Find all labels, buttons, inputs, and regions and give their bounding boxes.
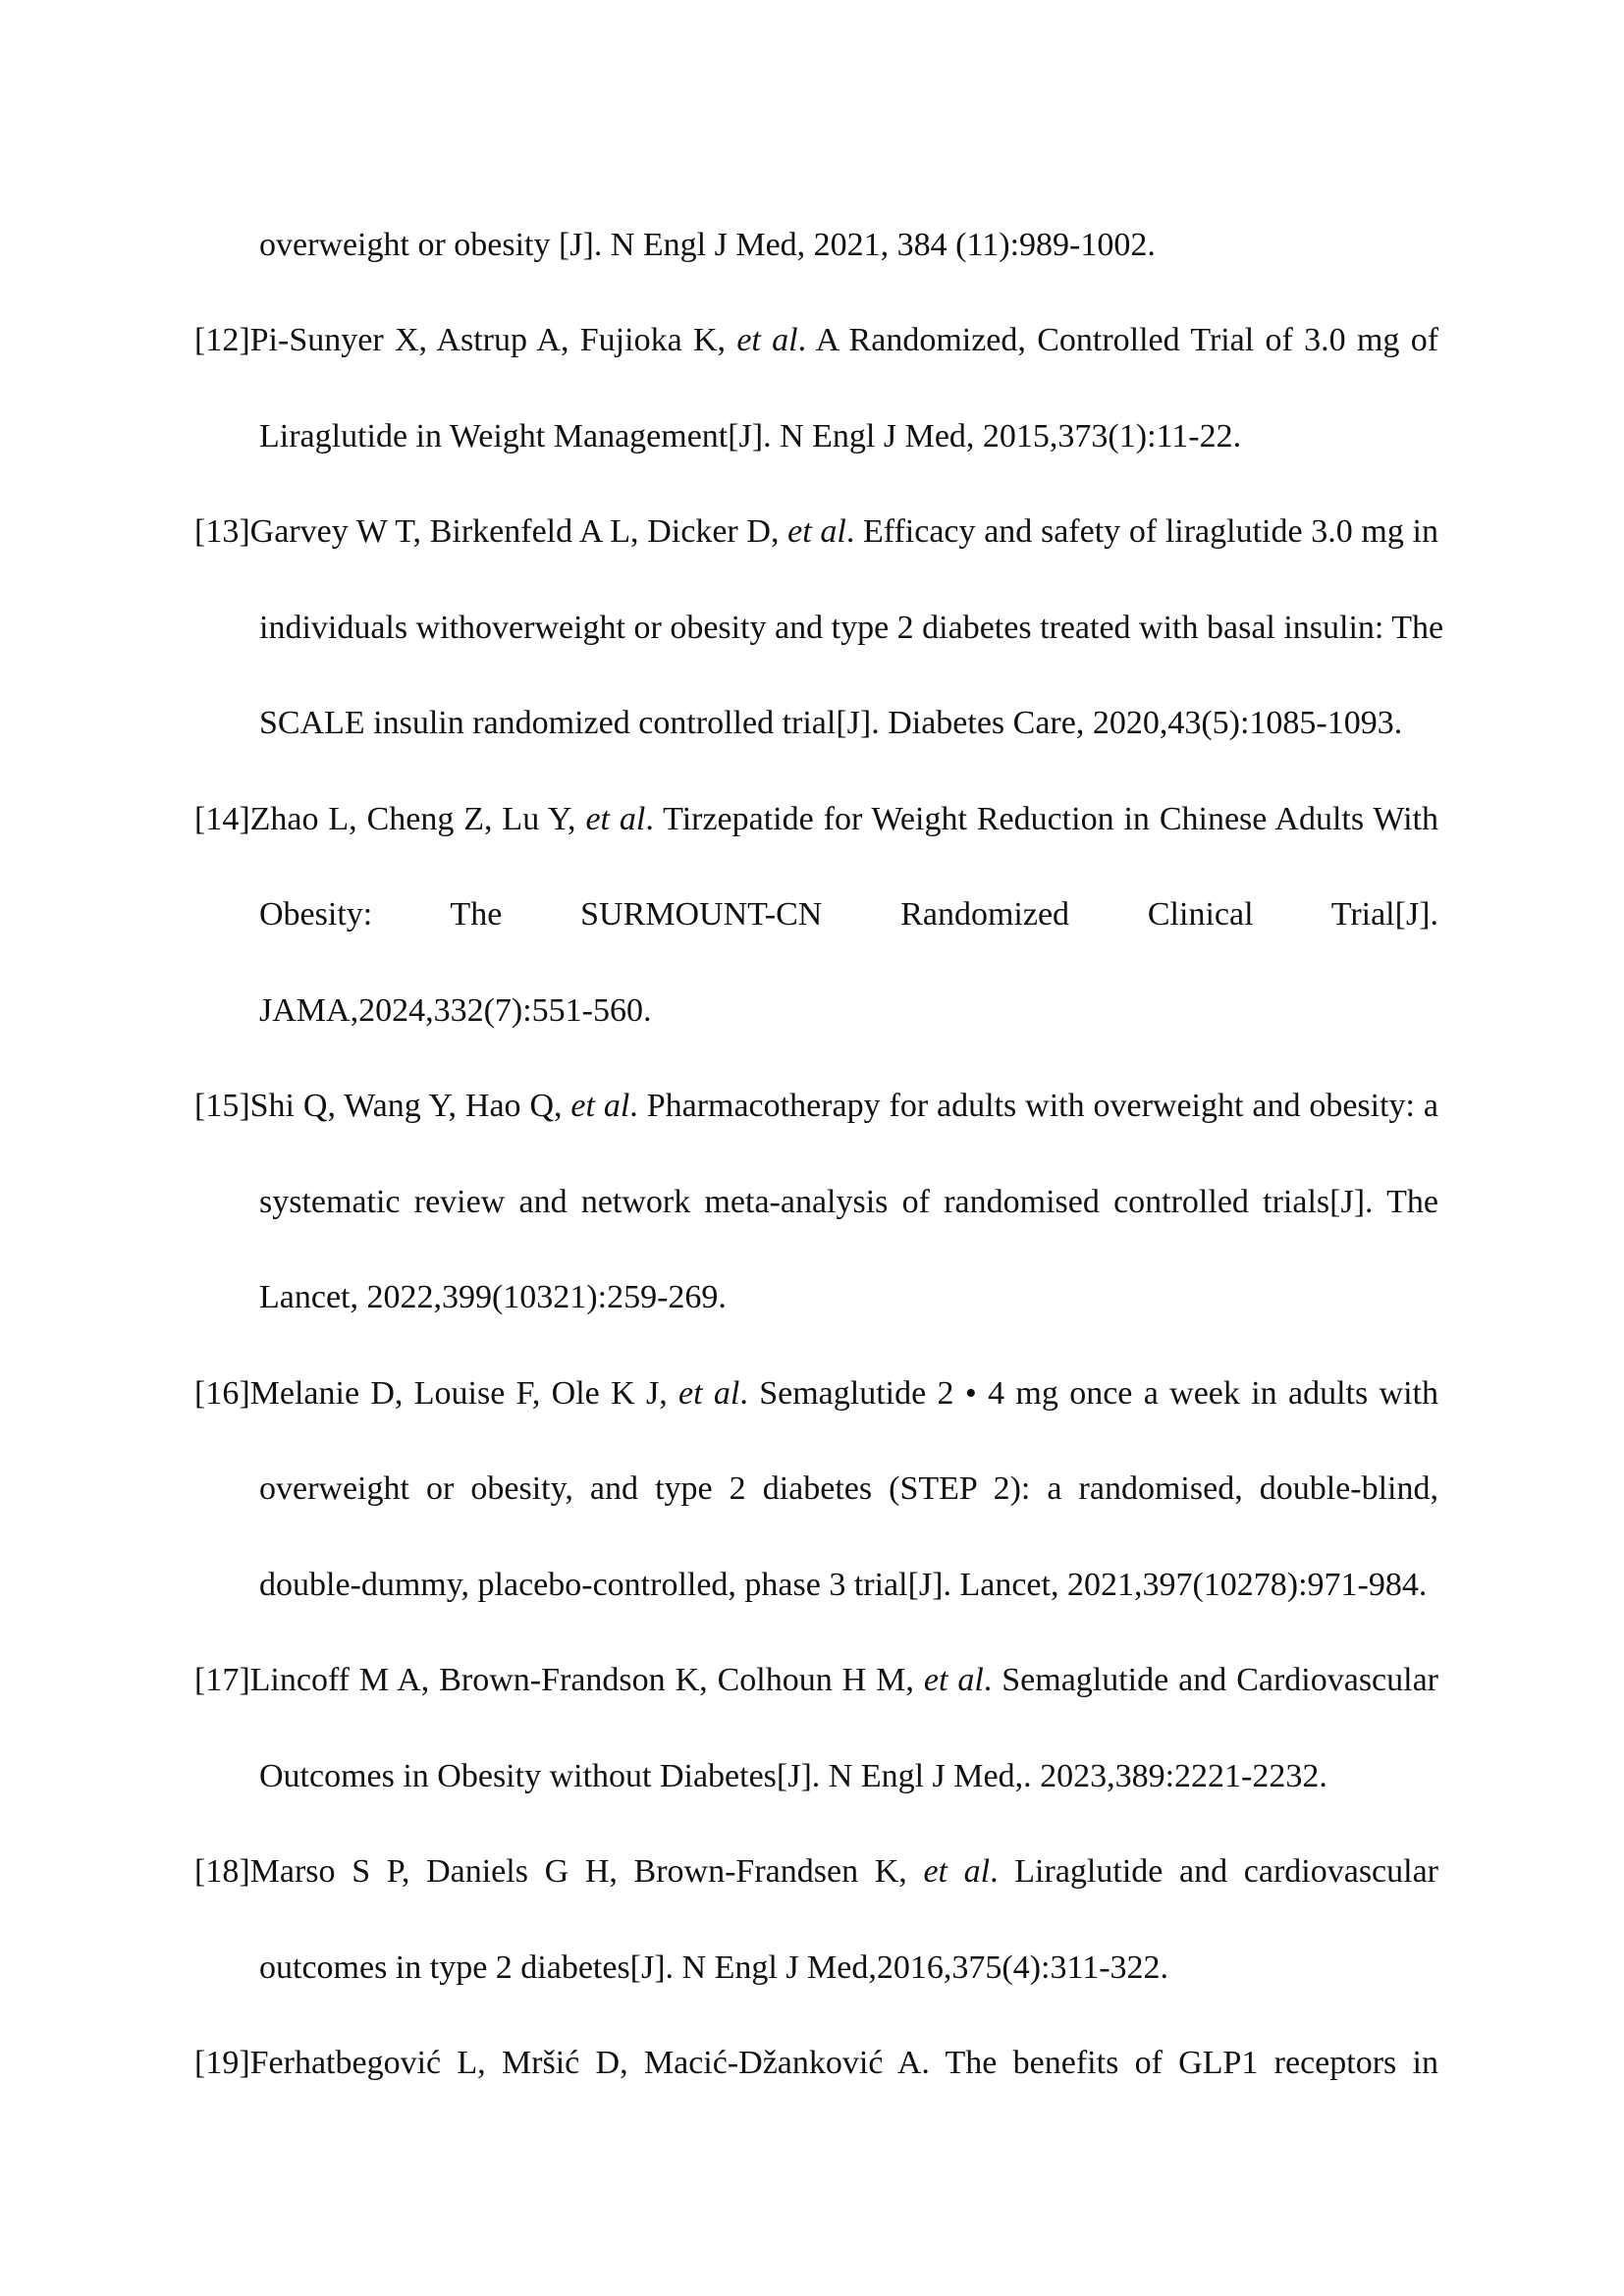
reference-text: Outcomes in Obesity without Diabetes[J]. N Engl J Med,. 2023,389:2221-2232.	[259, 1758, 1327, 1794]
reference-text: JAMA,2024,332(7):551-560.	[259, 992, 652, 1029]
et-al-text: et al	[923, 1853, 991, 1890]
reference-text: . A Randomized, Controlled Trial of 3.0 mg of	[797, 322, 1439, 358]
reference-text: [16]Melanie D, Louise F, Ole K J,	[194, 1375, 679, 1412]
reference-line	[259, 226, 1438, 265]
reference-text: overweight or obesity, and type 2 diabetes (STEP 2): a randomised, double-blind,	[259, 1470, 1438, 1507]
reference-line	[259, 1757, 1438, 1796]
et-al-text: et al	[787, 513, 846, 550]
reference-text: [13]Garvey W T, Birkenfeld A L, Dicker D,	[194, 513, 788, 550]
reference-line	[259, 991, 1438, 1031]
reference-line	[259, 417, 1438, 456]
reference-line	[194, 1374, 1438, 1414]
reference-text: [17]Lincoff M A, Brown-Frandson K, Colhoun H M,	[194, 1662, 924, 1698]
et-al-text: et al	[736, 322, 798, 358]
reference-text: [12]Pi-Sunyer X, Astrup A, Fujioka K,	[194, 322, 737, 358]
reference-text: . Liraglutide and cardiovascular	[990, 1853, 1438, 1890]
reference-text: Lancet, 2022,399(10321):259-269.	[259, 1279, 727, 1315]
et-al-text: et al	[585, 801, 646, 837]
reference-line	[194, 321, 1438, 360]
reference-text: [18]Marso S P, Daniels G H, Brown-Frandsen K,	[194, 1853, 924, 1890]
reference-line	[259, 1566, 1438, 1605]
reference-line	[259, 895, 1438, 934]
reference-text: . Tirzepatide for Weight Reduction in Chinese Adults With	[645, 801, 1438, 837]
reference-text: . Semaglutide 2 • 4 mg once a week in adults with	[739, 1375, 1438, 1412]
reference-line	[259, 1183, 1438, 1222]
reference-text: [19]Ferhatbegović L, Mršić D, Macić-Džanković A. The benefits of GLP1 receptors in	[194, 2045, 1438, 2081]
reference-line	[194, 1661, 1438, 1700]
reference-text: overweight or obesity [J]. N Engl J Med, 2021, 384 (11):989-1002.	[259, 227, 1156, 263]
reference-line	[259, 1278, 1438, 1317]
reference-text: . Semaglutide and Cardiovascular	[983, 1662, 1438, 1698]
reference-line	[194, 2044, 1438, 2083]
reference-text: Obesity: The SURMOUNT-CN Randomized Clinical Trial[J].	[259, 896, 1438, 933]
reference-line	[194, 1087, 1438, 1126]
reference-line	[194, 512, 1438, 552]
reference-text: [15]Shi Q, Wang Y, Hao Q,	[194, 1088, 571, 1124]
et-al-text: et al	[570, 1088, 630, 1124]
reference-line	[259, 1949, 1438, 1988]
reference-text: . Pharmacotherapy for adults with overweight and obesity: a	[629, 1088, 1438, 1124]
reference-text: outcomes in type 2 diabetes[J]. N Engl J Med,2016,375(4):311-322.	[259, 1949, 1169, 1986]
reference-text: Liraglutide in Weight Management[J]. N Engl J Med, 2015,373(1):11-22.	[259, 418, 1242, 454]
reference-text: individuals withoverweight or obesity and type 2 diabetes treated with basal insulin: The	[259, 610, 1444, 646]
reference-text: . Efficacy and safety of liraglutide 3.0 mg in	[845, 513, 1438, 550]
reference-text: SCALE insulin randomized controlled trial[J]. Diabetes Care, 2020,43(5):1085-1093.	[259, 705, 1403, 741]
reference-line	[194, 800, 1438, 839]
reference-line	[194, 1852, 1438, 1892]
et-al-text: et al	[678, 1375, 740, 1412]
reference-line	[259, 1469, 1438, 1509]
reference-text: double-dummy, placebo-controlled, phase 3 trial[J]. Lancet, 2021,397(10278):971-984.	[259, 1567, 1428, 1603]
reference-text: systematic review and network meta-analysis of randomised controlled trials[J]. The	[259, 1184, 1438, 1220]
et-al-text: et al	[923, 1662, 984, 1698]
reference-text: [14]Zhao L, Cheng Z, Lu Y,	[194, 801, 586, 837]
reference-line	[259, 704, 1438, 743]
reference-line	[259, 609, 1444, 648]
